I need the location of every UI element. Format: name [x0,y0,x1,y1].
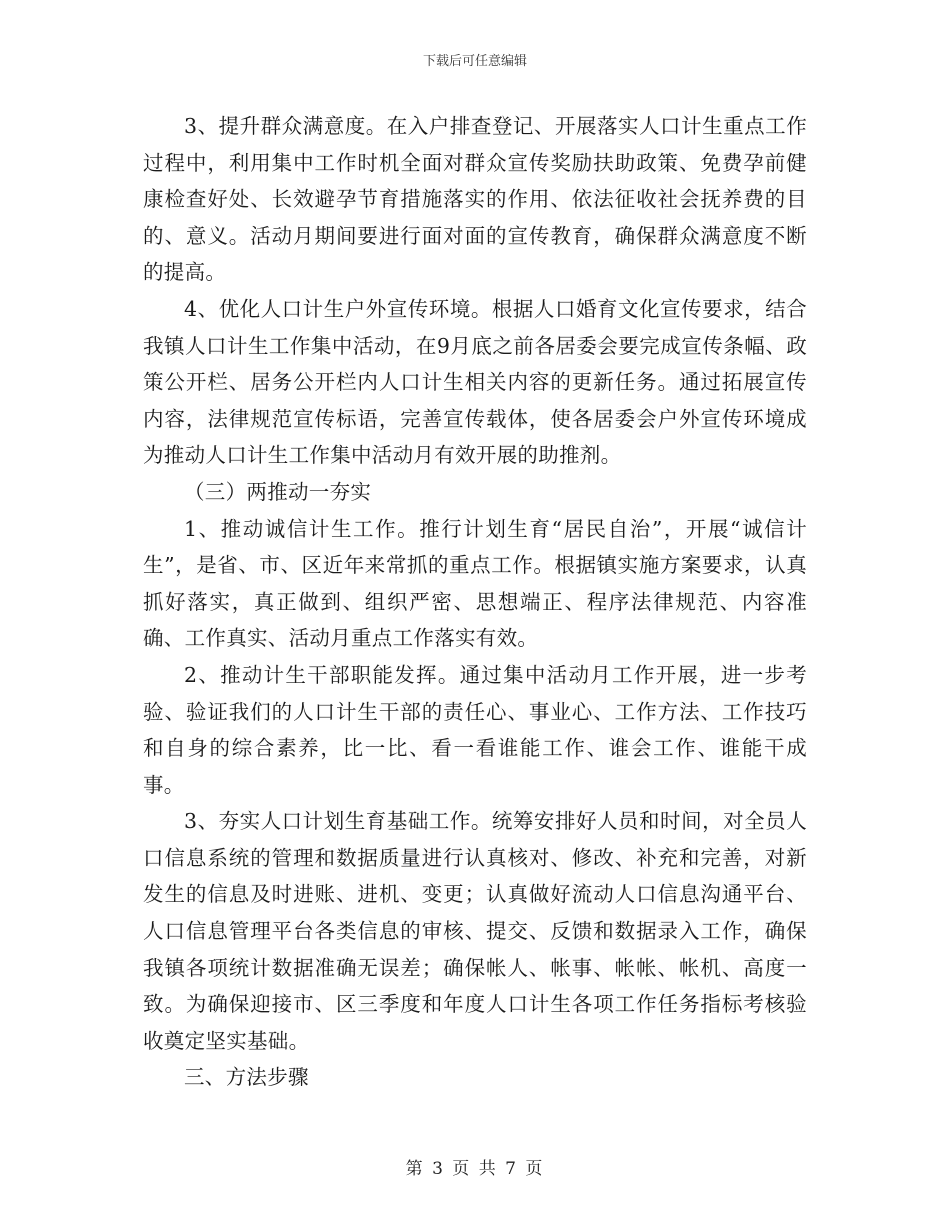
paragraph-cadre-function: 2、推动计生干部职能发挥。通过集中活动月工作开展，进一步考验、验证我们的人口计生干部的责任心、事业心、工作方法、工作技巧和自身的综合素养，比一比、看一看谁能工作、谁会工作、谁能干成事。 [143,662,807,797]
section-heading-two-promotions: （三）两推动一夯实 [184,479,372,504]
paragraph-satisfaction: 3、提升群众满意度。在入户排查登记、开展落实人口计生重点工作过程中，利用集中工作时机全面对群众宣传奖励扶助政策、免费孕前健康检查好处、长效避孕节育措施落实的作用、依法征收社会抚养费的目的、意义。活动月期间要进行面对面的宣传教育，确保群众满意度不断的提高。 [143,114,807,285]
page-footer: 第 3 页 共 7 页 [405,1159,545,1179]
document-body [143,108,807,1096]
section-heading-methods: 三、方法步骤 [184,1065,309,1090]
paragraph-foundation-work: 3、夯实人口计划生育基础工作。统筹安排好人员和时间，对全员人口信息系统的管理和数据质量进行认真核对、修改、补充和完善，对新发生的信息及时进账、进机、变更；认真做好流动人口信息沟通平台、人口信息管理平台各类信息的审核、提交、反馈和数据录入工作，确保我镇各项统计数据准确无误差；确保帐人、帐事、帐帐、帐机、高度一致。为确保迎接市、区三季度和年度人口计生各项工作任务指标考核验收奠定坚实基础。 [143,809,807,1053]
page-header: 下载后可任意编辑 [422,54,527,69]
paragraph-integrity: 1、推动诚信计生工作。推行计划生育“居民自治”，开展“诚信计生”，是省、市、区近年来常抓的重点工作。根据镇实施方案要求，认真抓好落实，真正做到、组织严密、思想端正、程序法律规范、内容准确、工作真实、活动月重点工作落实有效。 [143,516,807,651]
paragraph-outdoor-promotion: 4、优化人口计生户外宣传环境。根据人口婚育文化宣传要求，结合我镇人口计生工作集中活动，在9月底之前各居委会要完成宣传条幅、政策公开栏、居务公开栏内人口计生相关内容的更新任务。通过拓展宣传内容，法律规范宣传标语，完善宣传载体，使各居委会户外宣传环境成为推动人口计生工作集中活动月有效开展的助推剂。 [143,296,807,468]
